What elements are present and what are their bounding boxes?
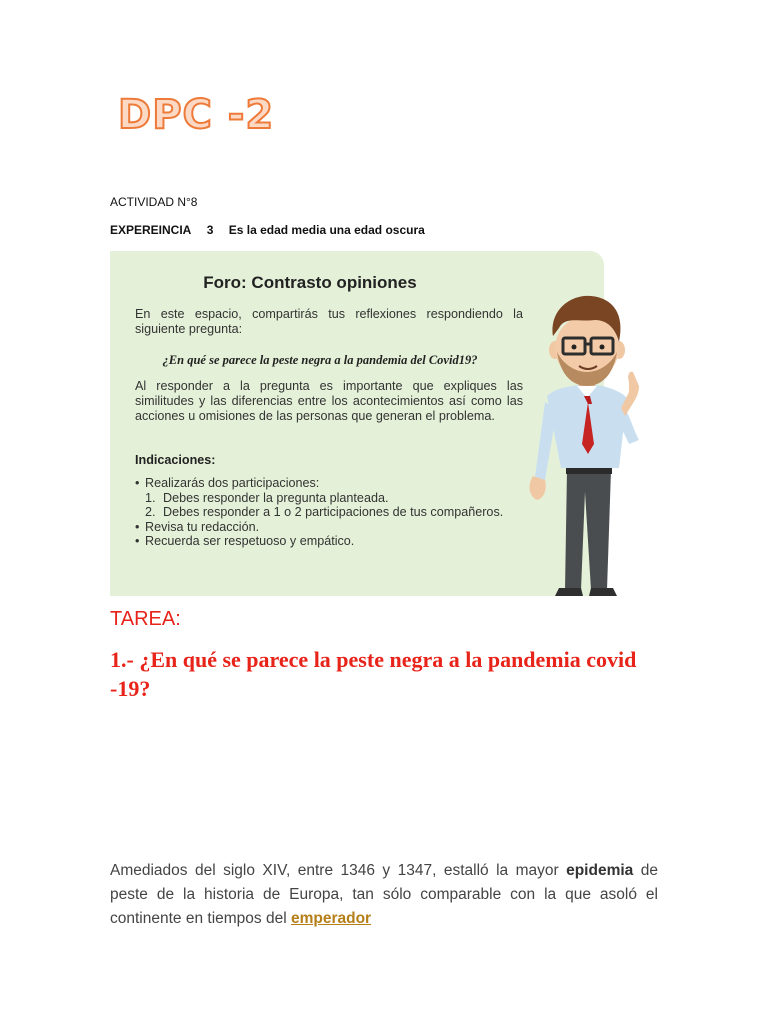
bullet: •: [135, 519, 140, 534]
list-item: [135, 534, 523, 549]
list-item-text: Revisa tu redacción.: [145, 519, 260, 534]
body-text-middle: de peste de la historia de Europa, tan sólo comparable con la que asoló el continente en tiempos del: [110, 862, 658, 927]
bullet: •: [135, 476, 140, 490]
teacher-illustration: [515, 292, 645, 600]
forum-instructions: Al responder a la pregunta es importante que expliques las similitudes y las diferencias entre los acontecimientos así como las acciones u omisiones de las personas que generan el problema.: [135, 379, 523, 423]
sub-item-text: Debes responder a 1 o 2 participaciones de tus compañeros.: [163, 505, 504, 519]
experience-label: EXPEREINCIA: [110, 223, 192, 237]
list-item: [135, 476, 523, 491]
indications-title: Indicaciones:: [135, 453, 216, 467]
sub-item-text: Debes responder la pregunta planteada.: [163, 490, 389, 505]
forum-title: Foro: Contrasto opiniones: [203, 273, 417, 292]
forum-intro: En este espacio, compartirás tus reflexiones respondiendo la siguiente pregunta:: [135, 307, 523, 336]
bullet: •: [135, 534, 140, 548]
sub-item-number: 2.: [145, 505, 156, 519]
experience-topic: Es la edad media una edad oscura: [228, 223, 425, 237]
sub-item-number: 1.: [145, 490, 156, 505]
task-label: TAREA:: [110, 608, 181, 630]
body-bold-word: epidemia: [566, 862, 634, 879]
indications-list: [135, 476, 523, 549]
list-item: [135, 520, 523, 535]
activity-label: ACTIVIDAD N°8: [110, 195, 198, 209]
experience-number: 3: [206, 223, 214, 237]
task-question: 1.- ¿En qué se parece la peste negra a la pandemia covid -19?: [110, 647, 637, 701]
emperador-link[interactable]: emperador: [290, 910, 372, 927]
forum-question: ¿En qué se parece la peste negra a la pandemia del Covid19?: [162, 353, 478, 367]
sub-item: [135, 491, 523, 506]
list-item-text: Recuerda ser respetuoso y empático.: [145, 534, 355, 548]
sub-item: [135, 505, 523, 520]
body-paragraph: [110, 859, 658, 931]
experience-line: [110, 223, 437, 237]
list-item-text: Realizarás dos participaciones:: [145, 476, 320, 490]
body-text-start: Amediados del siglo XIV, entre 1346 y 1347, estalló la mayor: [110, 862, 567, 879]
document-title: DPC -2: [118, 92, 275, 138]
